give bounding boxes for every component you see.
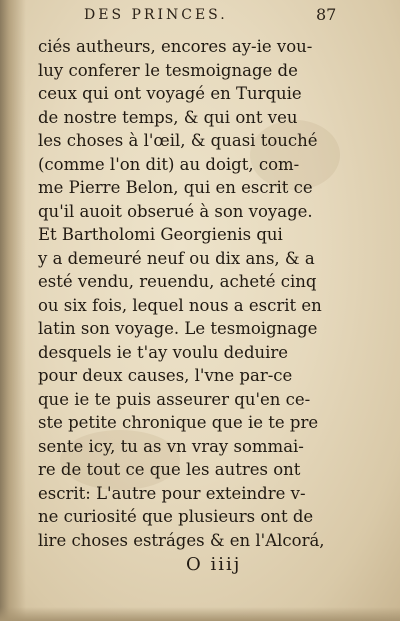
text-line: pour deux causes, l'vne par-ce xyxy=(38,366,293,385)
text-line: ou six fois, lequel nous a escrit en xyxy=(38,295,322,315)
text-line: les choses à l'œil, & quasi touché xyxy=(38,131,318,150)
page-number: 87 xyxy=(316,5,337,24)
text-line: ste petite chronique que ie te pre xyxy=(38,413,319,432)
page-header xyxy=(84,5,344,27)
page-bottom-edge xyxy=(0,607,400,621)
text-line: qu'il auoit obserué à son voyage. xyxy=(38,201,313,221)
text-line: lire choses estráges & en l'Alcorá, xyxy=(38,530,325,550)
text-line: y a demeuré neuf ou dix ans, & a xyxy=(38,248,315,268)
text-line: sente icy, tu as vn vray sommai- xyxy=(38,436,304,456)
text-line: desquels ie t'ay voulu deduire xyxy=(38,342,289,362)
signature-mark: O iiij xyxy=(186,554,242,575)
text-line: Et Bartholomi Georgienis qui xyxy=(38,225,283,244)
text-line: luy conferer le tesmoignage de xyxy=(38,60,298,80)
text-line: que ie te puis asseurer qu'en ce- xyxy=(38,389,311,409)
text-line: re de tout ce que les autres ont xyxy=(38,460,301,479)
text-line: ciés autheurs, encores ay-ie vou- xyxy=(38,37,313,56)
text-line: escrit: L'autre pour exteindre v- xyxy=(38,483,306,503)
text-line: ne curiosité que plusieurs ont de xyxy=(38,507,314,526)
text-line: ceux qui ont voyagé en Turquie xyxy=(38,84,302,103)
running-head: DES PRINCES. xyxy=(84,7,228,23)
text-line: me Pierre Belon, qui en escrit ce xyxy=(38,178,313,197)
text-line: latin son voyage. Le tesmoignage xyxy=(38,319,318,338)
text-line: de nostre temps, & qui ont veu xyxy=(38,107,298,127)
page-gutter-shadow xyxy=(0,0,26,621)
text-line: esté vendu, reuendu, acheté cinq xyxy=(38,272,317,291)
text-line: (comme l'on dit) au doigt, com- xyxy=(38,154,300,174)
